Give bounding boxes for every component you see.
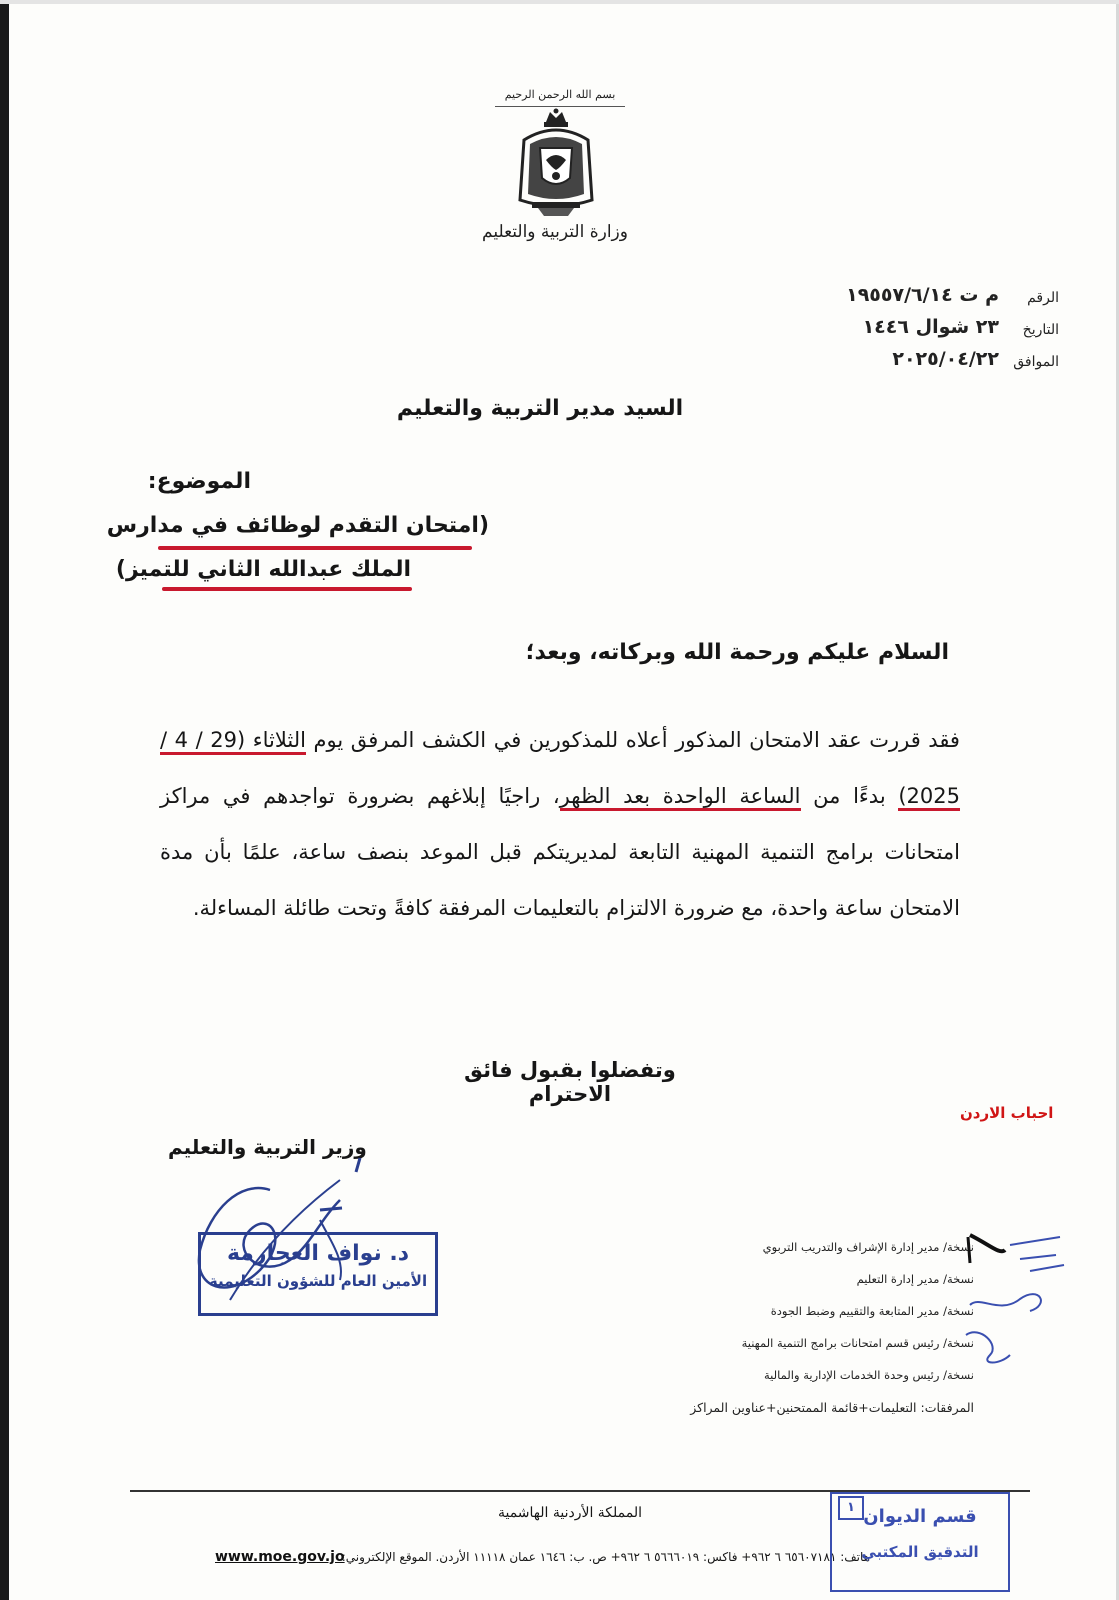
copy-item: نسخة/ مدير إدارة التعليم [856,1272,974,1286]
closing-line: وتفضلوا بقبول فائق الاحترام [464,1058,676,1106]
diwan-stamp [830,1492,1010,1592]
copy-item: نسخة/ رئيس وحدة الخدمات الإدارية والمالية [764,1368,974,1382]
body-part-2: بدءًا من [800,784,899,808]
attachments-line: المرفقات: التعليمات+قائمة الممتحنين+عناوين المراكز [690,1400,974,1415]
subject-underline-1 [158,546,472,550]
stamp-name: د. نواف العجارمة [226,1241,410,1266]
subject-line-1: (امتحان التقدم لوظائف في مدارس [106,513,489,538]
stamp-role: الأمين العام للشؤون التعليمية [208,1272,428,1290]
footer-website-link[interactable]: www.moe.gov.jo [215,1549,345,1565]
ministry-name: وزارة التربية والتعليم [482,222,628,242]
subject-line-2: الملك عبدالله الثاني للتميز) [115,557,411,582]
footer-contact: هاتف: ٦٥٦٠٧١٨١ ٦ ٩٦٢+ فاكس: ٥٦٦٦٠١٩ ٦ ٩٦٢+ ص. ب: ١٦٤٦ عمان ١١١١٨ الأردن. الموقع الإلكتروني: [341,1550,870,1564]
body-part-3: ، راجيًا إبلاغهم بضرورة تواجدهم في مراكز امتحانات برامج التنمية المهنية التابعة لمديريتكم قبل الموعد بنصف ساعة، علمًا بأن مدة الامتحان ساعة واحدة، مع ضرورة الالتزام بالتعليمات المرفقة كافةً وتحت طائلة المساءلة. [160,784,960,920]
copy-item: نسخة/ رئيس قسم امتحانات برامج التنمية المهنية [741,1336,974,1350]
addressee: السيد مدير التربية والتعليم [396,396,684,421]
reference-number-label: الرقم [1027,290,1059,306]
copy-item: نسخة/ مدير المتابعة والتقييم وضبط الجودة [770,1304,974,1318]
body-part-1: فقد قررت عقد الامتحان المذكور أعلاه للمذكورين في الكشف المرفق يوم [305,728,960,752]
royal-crest-icon [510,108,602,218]
greeting: السلام عليكم ورحمة الله وبركاته، وبعد؛ [525,640,949,665]
reference-date-label: التاريخ [1022,322,1059,338]
reference-corresponding-value: ٢٠٢٥/٠٤/٢٢ [892,348,999,370]
reference-date-value: ٢٣ شوال ١٤٤٦ [862,316,999,338]
subject-label: الموضوع: [147,469,251,494]
handwritten-initials-icon [960,1215,1070,1385]
body-paragraph [160,712,960,936]
exam-time-phrase: الساعة الواحدة بعد الظهر [560,784,801,811]
diwan-stamp-subtitle: التدقيق المكتبي [861,1543,979,1561]
copy-item: نسخة/ مدير إدارة الإشراف والتدريب التربوي [762,1240,974,1254]
basmala: بسم الله الرحمن الرحيم [495,86,625,107]
subject-underline-2 [162,587,412,591]
scan-edge-left [0,0,9,1600]
reference-number-value: م ت ١٩٥٥٧/٦/١٤ [846,284,999,306]
minister-title: وزير التربية والتعليم [168,1135,367,1159]
watermark-text: احباب الاردن [960,1104,1054,1122]
diwan-stamp-number: ١ [838,1496,864,1520]
diwan-stamp-title: قسم الديوان [863,1506,977,1527]
exam-date-phrase: الثلاثاء (29 / 4 / 2025) [160,728,960,811]
footer-kingdom: المملكة الأردنية الهاشمية [497,1505,643,1521]
reference-corresponding-label: الموافق [1013,354,1059,370]
official-stamp [198,1232,438,1316]
scan-edge-top [0,0,1119,4]
